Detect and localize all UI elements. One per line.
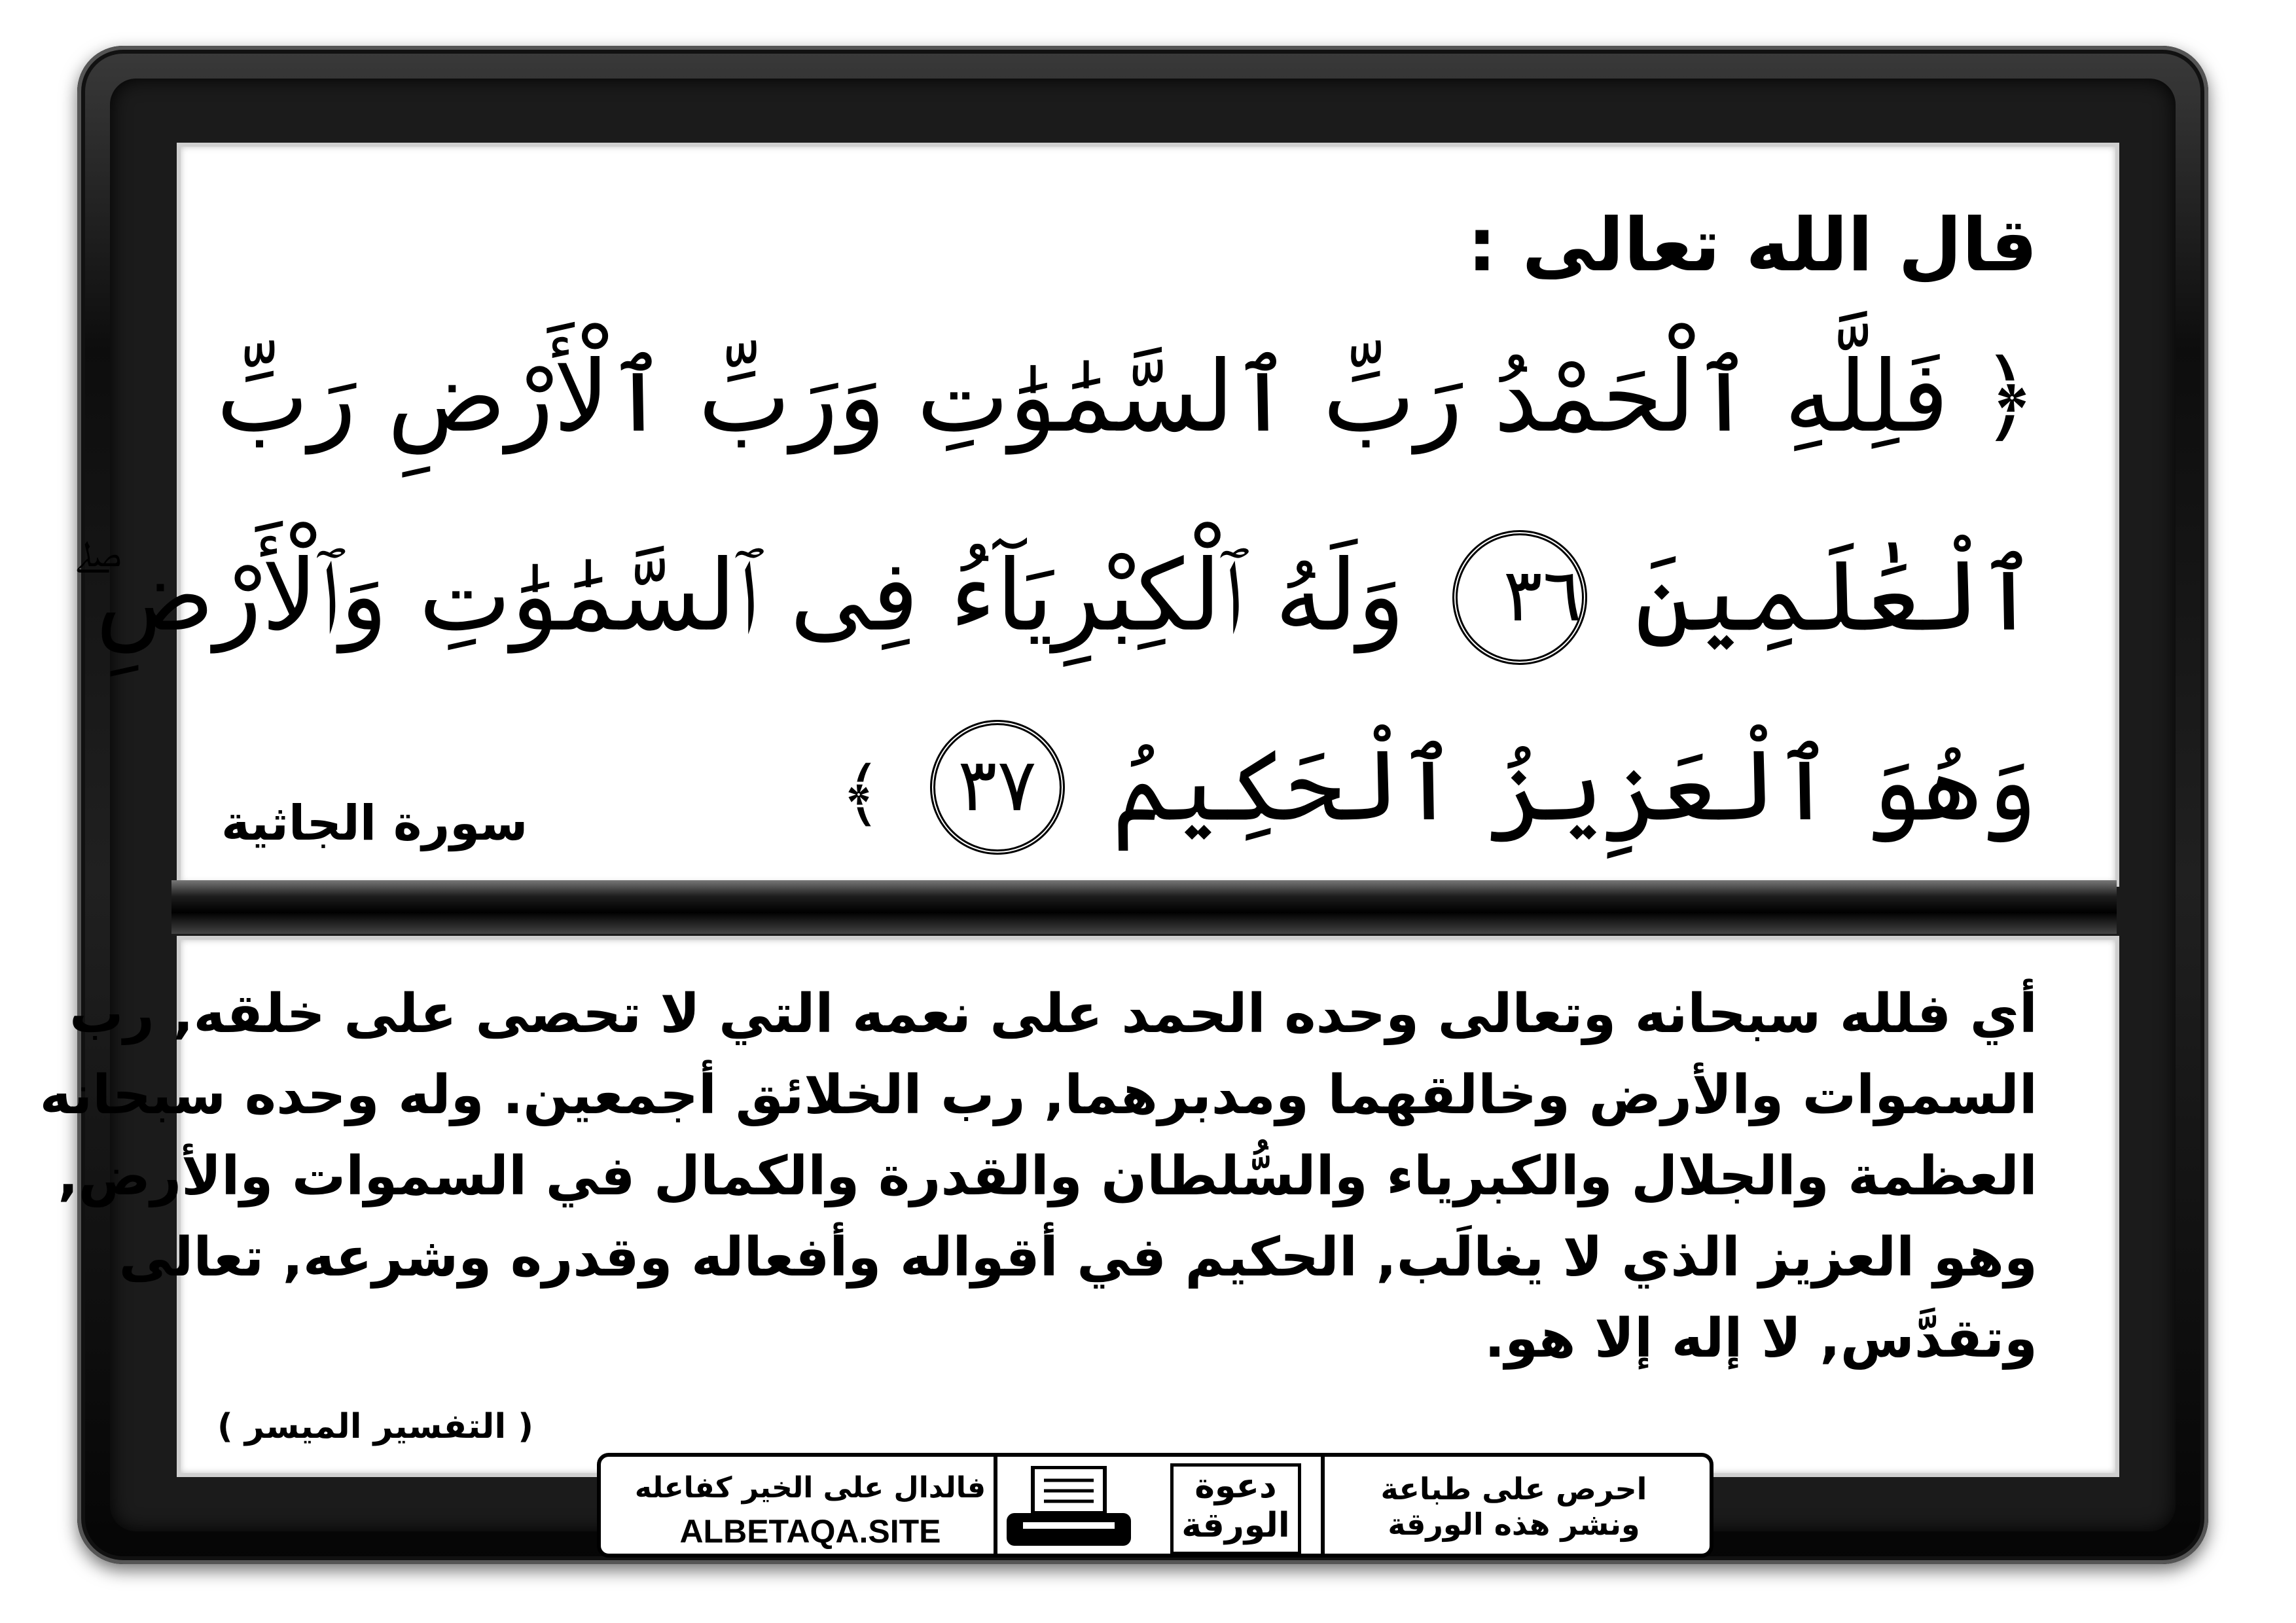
verse-line-2-start: ٱلْعَٰلَمِينَ	[1634, 539, 2037, 653]
ayah-number-37: ٣٧	[930, 720, 1065, 855]
verse-line-2-end: وَلَهُ ٱلْكِبْرِيَآءُ فِى ٱلسَّمَٰوَٰتِ وَٱلْأَرْضِ ۖ	[71, 539, 1405, 653]
footer-slogan: فالدال على الخير كفاعله	[634, 1471, 986, 1505]
tafsir-text	[39, 974, 2037, 1380]
closing-bracket: ﴾	[840, 752, 882, 836]
verse-line-1	[216, 340, 2037, 454]
panel-divider	[171, 880, 2117, 934]
verse-line-3-text: وَهُوَ ٱلْعَزِيزُ ٱلْحَكِيمُ	[1112, 728, 2037, 843]
logo-line-1: دعوة	[1194, 1467, 1277, 1506]
tafsir-line: وتقدَّس, لا إله إلا هو.	[1484, 1308, 2037, 1370]
footer-left	[627, 1471, 994, 1550]
footer-right	[1337, 1471, 1691, 1542]
logo-line-2: الورقة	[1181, 1506, 1290, 1545]
heading: قال الله تعالى :	[1467, 203, 2037, 288]
tafsir-line: وهو العزيز الذي لا يغالَب, الحكيم في أقواله وأفعاله وقدره وشرعه, تعالى	[118, 1226, 2037, 1289]
dawat-alwaraqa-logo	[1170, 1463, 1301, 1555]
ayah-number-36: ٣٦	[1452, 530, 1587, 665]
footer-separator	[1321, 1457, 1325, 1554]
footer-site-link[interactable]: ALBETAQA.SITE	[679, 1513, 941, 1550]
footer-share-prompt: ونشر هذه الورقة	[1388, 1507, 1640, 1542]
verse-line-3	[840, 726, 2037, 861]
tafsir-source: ( التفسير الميسر )	[217, 1407, 534, 1446]
footer-separator	[994, 1457, 997, 1554]
footer-print-prompt: احرص على طباعة	[1380, 1471, 1647, 1507]
verse-line-2	[71, 537, 2037, 671]
tafsir-line: السموات والأرض وخالقهما ومدبرهما, رب الخلائق أجمعين. وله وحده سبحانه	[39, 1064, 2037, 1126]
surah-name: سورة الجاثية	[221, 795, 528, 851]
tafsir-line: العظمة والجلال والكبرياء والسُّلطان والقدرة والكمال في السموات والأرض,	[58, 1145, 2037, 1207]
tafsir-line: أي فلله سبحانه وتعالى وحده الحمد على نعمه التي لا تحصى على خلقه, رب	[69, 983, 2037, 1045]
printer-icon	[1003, 1466, 1134, 1551]
footer-bar	[597, 1453, 1713, 1558]
verse-line-1-text: ﴿ فَلِلَّهِ ٱلْحَمْدُ رَبِّ ٱلسَّمَٰوَٰتِ وَرَبِّ ٱلْأَرْضِ رَبِّ	[216, 340, 2037, 454]
